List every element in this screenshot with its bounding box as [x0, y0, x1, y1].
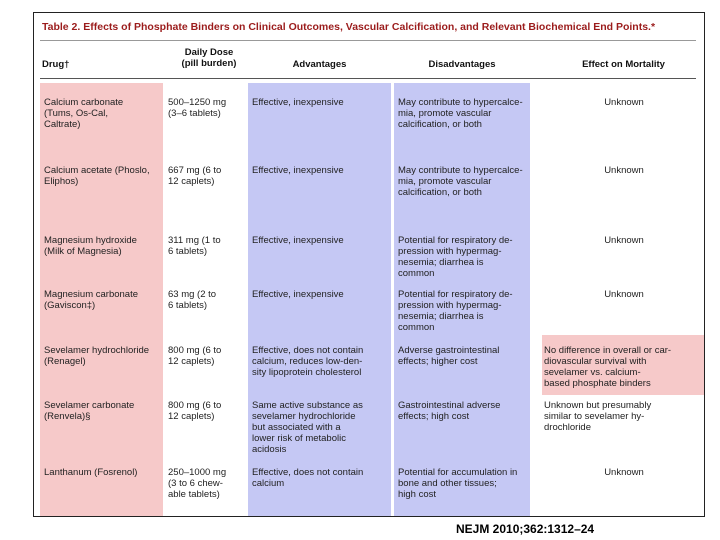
row-6-advantages: Same active substance as sevelamer hydrochloride but associated with a lower risk of metabolic acidosis: [252, 400, 363, 455]
header-disadvantages: Disadvantages: [428, 59, 496, 70]
header-divider: [40, 78, 696, 79]
title-divider: [40, 40, 696, 41]
row-1-advantages: Effective, inexpensive: [252, 97, 344, 108]
row-4-drug: Magnesium carbonate (Gaviscon‡): [44, 289, 138, 311]
row-3-mortality: Unknown: [604, 235, 644, 246]
row-4-mortality: Unknown: [604, 289, 644, 300]
row-5-drug: Sevelamer hydrochloride (Renagel): [44, 345, 150, 367]
row-3-drug: Magnesium hydroxide (Milk of Magnesia): [44, 235, 137, 257]
row-7-drug: Lanthanum (Fosrenol): [44, 467, 138, 478]
row-2-drug: Calcium acetate (Phoslo, Eliphos): [44, 165, 150, 187]
header-advantages: Advantages: [292, 59, 347, 70]
row-2-advantages: Effective, inexpensive: [252, 165, 344, 176]
row-1-disadvantages: May contribute to hypercalce- mia, promote vascular calcification, or both: [398, 97, 523, 130]
row-6-disadvantages: Gastrointestinal adverse effects; high cost: [398, 400, 501, 422]
row-7-mortality: Unknown: [604, 467, 644, 478]
citation: NEJM 2010;362:1312–24: [456, 522, 595, 536]
row-2-disadvantages: May contribute to hypercalce- mia, promote vascular calcification, or both: [398, 165, 523, 198]
header-drug: Drug†: [42, 59, 70, 70]
row-5-disadvantages: Adverse gastrointestinal effects; higher cost: [398, 345, 500, 367]
row-6-dose: 800 mg (6 to 12 caplets): [168, 400, 222, 422]
row-3-advantages: Effective, inexpensive: [252, 235, 344, 246]
row-5-advantages: Effective, does not contain calcium, reduces low-den- sity lipoprotein cholesterol: [252, 345, 364, 378]
table-figure: [33, 12, 705, 517]
row-5-mortality: No difference in overall or car- diovascular survival with sevelamer vs. calcium- based phosphate binders: [544, 345, 672, 389]
row-1-drug: Calcium carbonate (Tums, Os-Cal, Caltrate): [44, 97, 124, 130]
row-1-dose: 500–1250 mg (3–6 tablets): [168, 97, 227, 119]
header-daily-dose: Daily Dose (pill burden): [181, 47, 237, 69]
row-5-dose: 800 mg (6 to 12 caplets): [168, 345, 222, 367]
row-2-mortality: Unknown: [604, 165, 644, 176]
table-title: Table 2. Effects of Phosphate Binders on Clinical Outcomes, Vascular Calcification, and Relevant Biochemical End Points.*: [42, 21, 656, 33]
row-7-dose: 250–1000 mg (3 to 6 chew- able tablets): [168, 467, 227, 500]
row-3-disadvantages: Potential for respiratory de- pression with hypermag- nesemia; diarrhea is common: [398, 235, 513, 279]
row-4-dose: 63 mg (2 to 6 tablets): [168, 289, 217, 311]
row-1-mortality: Unknown: [604, 97, 644, 108]
row-6-drug: Sevelamer carbonate (Renvela)§: [44, 400, 135, 422]
row-7-disadvantages: Potential for accumulation in bone and other tissues; high cost: [398, 467, 518, 500]
row-4-advantages: Effective, inexpensive: [252, 289, 344, 300]
row-3-dose: 311 mg (1 to 6 tablets): [168, 235, 221, 257]
row-4-disadvantages: Potential for respiratory de- pression with hypermag- nesemia; diarrhea is common: [398, 289, 513, 333]
row-2-dose: 667 mg (6 to 12 caplets): [168, 165, 222, 187]
header-effect-on-mortality: Effect on Mortality: [582, 59, 665, 70]
row-6-mortality: Unknown but presumably similar to sevelamer hy- drochloride: [544, 400, 652, 433]
row-7-advantages: Effective, does not contain calcium: [252, 467, 364, 489]
